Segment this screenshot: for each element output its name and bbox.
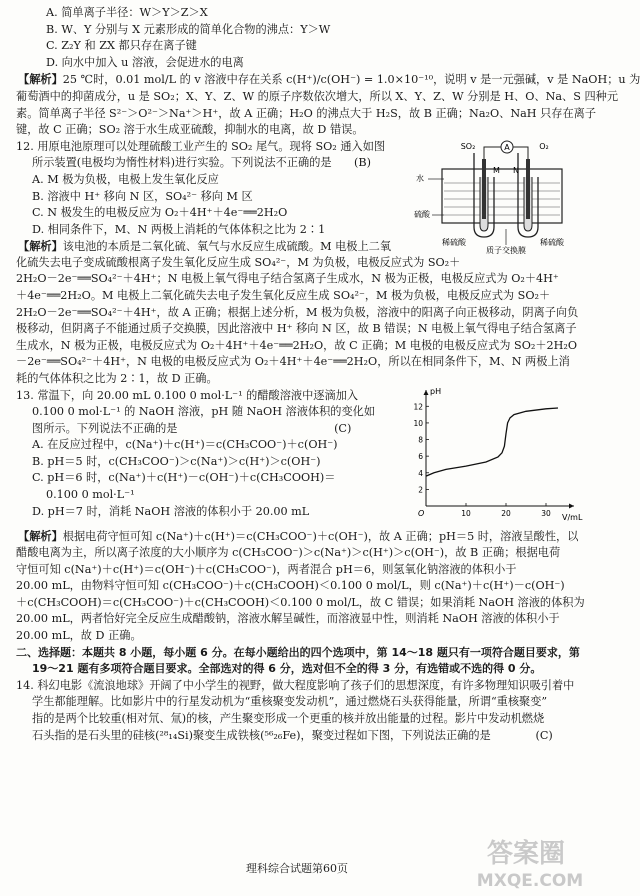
q13-stem-line-2: 0.100 0 mol·L⁻¹ 的 NaOH 溶液，pH 随 NaOH 溶液体积的变化如 (32, 405, 376, 419)
y-tick-label: 2 (418, 484, 423, 494)
q14-line-3: 指的是两个比较重(相对氘、氚)的核，产生聚变形成一个更重的核并放出能量的过程。影片中发动机燃烧 (32, 712, 545, 726)
q12-analysis-line-3: 2H₂O－2e⁻══SO₄²⁻＋4H⁺；N 电极上氧气得电子结合氢离子生成水，N 极为正极，电极反应式为 O₂＋4H⁺ (16, 272, 559, 286)
analysis-tag: 【解析】 (18, 528, 63, 543)
electrode-m-label: M (493, 165, 500, 175)
section-2-heading-line-1: 二、选择题：本题共 8 小题，每小题 6 分。在每小题给出的四个选项中，第 14～18 题只有一项符合题目要求，第 (16, 645, 580, 659)
q13-option-a: A. 在反应过程中，c(Na⁺)＋c(H⁺)＝c(CH₃COO⁻)＋c(OH⁻) (32, 438, 338, 452)
q12-analysis-line-9: 耗的气体体积之比为 2∶1，故 D 正确。 (16, 371, 218, 385)
q13-block (16, 386, 583, 528)
page-footer: 理科综合试题第60页 (246, 862, 348, 875)
dilute-acid-right-label: 稀硫酸 (540, 237, 564, 247)
origin-label: O (418, 508, 425, 518)
q11-analysis-line-1: 【解析】25 ℃时，0.01 mol/L 的 v 溶液中存在关系 c(H⁺)/c(OH⁻) = 1.0×10⁻¹⁰，说明 v 是一元强碱，v 是 NaOH；u 为 (18, 72, 640, 87)
watermark-top: 答案圈 (486, 839, 566, 869)
y-axis-arrow (424, 390, 429, 395)
y-axis-label: pH (430, 386, 442, 396)
x-axis-arrow (569, 503, 574, 508)
q13-analysis-line-4: 20.00 mL，由物料守恒可知 c(CH₃COO⁻)＋c(CH₃COOH)＜0.100 0 mol/L，则 c(Na⁺)＋c(H⁺)－c(OH⁻) (16, 579, 565, 593)
y-tick-label: 8 (418, 435, 423, 445)
q13-option-b: B. pH＝5 时，c(CH₃COO⁻)＞c(Na⁺)＞c(H⁺)＞c(OH⁻) (32, 454, 321, 468)
q12-analysis-line-6: 极移动，但阴离子不能通过质子交换膜，因此溶液中 H⁺ 移向 N 区，故 B 错误；N 电极上氧气得电子结合氢离子 (16, 322, 577, 336)
q12-block (16, 139, 580, 255)
q12-option-d: D. 相同条件下，M、N 两极上消耗的气体体积之比为 2∶1 (32, 222, 326, 236)
q12-analysis-line-5: 2H₂O－2e⁻══SO₄²⁻＋4H⁺，故 A 正确；根据上述分析，M 极为负极，溶液中的阳离子向正极移动，阴离子向负 (16, 305, 579, 319)
q13-stem-line-1: 13. 常温下，向 20.00 mL 0.100 0 mol·L⁻¹ 的醋酸溶液中逐滴加入 (16, 388, 359, 402)
y-tick-label: 4 (418, 468, 423, 478)
x-tick-label: 10 (461, 508, 471, 518)
q14-line-1: 14. 科幻电影《流浪地球》开阔了中小学生的视野，做大程度影响了孩子们的思想深度，有许多物理知识吸引着中 (16, 678, 575, 692)
q12-option-c: C. N 极发生的电极反应为 O₂＋4H⁺＋4e⁻══2H₂O (32, 206, 288, 220)
x-tick-label: 30 (541, 508, 551, 518)
ammeter-label: A (504, 142, 510, 152)
q12-analysis-line-8: －2e⁻══SO₄²⁻＋4H⁺，N 电极的电极反应式为 O₂＋4H⁺＋4e⁻══2H₂O，所以在相同条件下，M、N 两极上消 (16, 355, 570, 369)
section-2-heading-line-2: 19～21 题有多项符合题目要求。全部选对的得 6 分，选对但不全的得 3 分，有选错或不选的得 0 分。 (32, 662, 542, 676)
analysis-tag: 【解析】 (18, 72, 63, 87)
q13-analysis-line-5: ＋c(CH₃COOH)＝c(CH₃COO⁻)＋c(CH₃COOH)＜0.100 0 mol/L，故 C 错误；如果消耗 NaOH 溶液的体积为 (16, 595, 585, 609)
proton-membrane-label: 质子交换膜 (486, 245, 526, 255)
x-axis-label: V/mL (562, 512, 583, 522)
q12-stem-line-1: 12. 用原电池原理可以处理硫酸工业产生的 SO₂ 尾气。现将 SO₂ 通入如图 (16, 139, 386, 153)
electrochemical-cell-diagram (414, 139, 582, 255)
sulfuric-acid-label: 硫酸 (414, 209, 430, 219)
q11-analysis-line-4: 键，故 C 正确；SO₂ 溶于水生成亚硫酸，抑制水的电离，故 D 错误。 (16, 123, 364, 137)
q12-option-b: B. 溶液中 H⁺ 移向 N 区，SO₄²⁻ 移向 M 区 (32, 189, 253, 203)
y-tick-label: 6 (418, 451, 423, 461)
q12-analysis-line-4: ＋4e⁻══2H₂O。M 电极上二氧化硫失去电子发生氧化反应生成 SO₄²⁻，M 极为负极，电极反应式为 SO₂＋ (16, 288, 551, 302)
q11-option-a: A. 简单离子半径：W＞Y＞Z＞X (46, 6, 208, 19)
q12-analysis-line-2: 化硫失去电子变成硫酸根离子发生氧化反应生成 SO₄²⁻，M 为负极，电极反应式为 SO₂＋ (16, 255, 461, 269)
x-tick-label: 20 (501, 508, 511, 518)
ph-curve-series (426, 408, 558, 476)
electrode-n-label: N (513, 165, 519, 175)
q13-option-d: D. pH＝7 时，消耗 NaOH 溶液的体积小于 20.00 mL (32, 504, 310, 518)
q11-option-d: D. 向水中加入 u 溶液，会促进水的电离 (46, 55, 244, 69)
q13-analysis-line-3: 守恒可知 c(Na⁺)＋c(H⁺)＝c(OH⁻)＋c(CH₃COO⁻)，两者混合 pH＝6，则氢氧化钠溶液的体积小于 (16, 562, 517, 576)
dilute-acid-left-label: 稀硫酸 (442, 237, 466, 247)
q13-option-c-cont: 0.100 0 mol·L⁻¹ (46, 488, 135, 502)
q13-option-c: C. pH＝6 时，c(Na⁺)＋c(H⁺)－c(OH⁻)＋c(CH₃COOH)＝ (32, 471, 336, 485)
q12-option-a: A. M 极为负极，电极上发生氧化反应 (32, 172, 219, 186)
water-label: 水 (416, 173, 424, 183)
y-tick-label: 12 (413, 401, 423, 411)
q11-option-b: B. W、Y 分别与 X 元素形成的简单化合物的沸点：Y＞W (46, 22, 331, 36)
q13-analysis-line-7: 20.00 mL，故 D 正确。 (16, 629, 142, 643)
watermark-bottom: MXQE.COM (476, 871, 584, 891)
site-watermark-logo (458, 830, 588, 894)
y-tick-label: 10 (413, 418, 423, 428)
q13-analysis-line-6: 20.00 mL，两者恰好完全反应生成醋酸钠，溶液水解呈碱性，而溶液显中性，则消耗 NaOH 溶液的体积小于 (16, 612, 560, 626)
o2-inlet-label: O₂ (539, 141, 549, 151)
q14-line-4: 石头指的是石头里的硅核(²⁸₁₄Si)聚变生成铁核(⁵⁶₂₆Fe)，聚变过程如下图，下列说法正确的是 (C) (32, 728, 553, 742)
q12-analysis-line-7: 生成水，N 极为正极，电极反应式为 O₂＋4H⁺＋4e⁻══2H₂O，故 C 正确；M 电极的电极反应式为 SO₂＋2H₂O (16, 338, 578, 352)
q12-stem-line-2: 所示装置(电极均为惰性材料)进行实验。下列说法不正确的是 (B) (32, 156, 371, 170)
q13-analysis-line-1: 【解析】根据电荷守恒可知 c(Na⁺)＋c(H⁺)＝c(CH₃COO⁻)＋c(OH⁻)，故 A 正确；pH＝5 时，溶液呈酸性，以 (18, 528, 579, 543)
ph-titration-chart (404, 384, 584, 526)
q12-analysis-line-1: 【解析】该电池的本质是二氧化硫、氧气与水反应生成硫酸。M 电极上二氧 (18, 239, 392, 254)
so2-inlet-label: SO₂ (460, 141, 476, 151)
q11-analysis-line-2: 葡萄酒中的抑菌成分，u 是 SO₂；X、Y、Z、W 的原子序数依次增大，所以 X、Y、Z、W 分别是 H、O、Na、S 四种元 (16, 89, 619, 103)
q11-option-c: C. Z₂Y 和 ZX 都只存在离子键 (46, 39, 197, 53)
q14-line-2: 学生都能理解。比如影片中的行星发动机为“重核聚变发动机”，通过燃烧石头获得能量，所谓“重核聚变” (32, 695, 548, 709)
q11-analysis-line-3: 素。简单离子半径 S²⁻＞O²⁻＞Na⁺＞H⁺，故 A 正确；H₂O 的沸点大于 H₂S，故 B 正确；Na₂O、NaH 只存在离子 (16, 106, 597, 120)
q13-analysis-line-2: 醋酸电离为主，所以离子浓度的大小顺序为 c(CH₃COO⁻)＞c(Na⁺)＞c(H⁺)＞c(OH⁻)，故 B 正确；根据电荷 (16, 546, 561, 560)
analysis-tag: 【解析】 (18, 239, 63, 254)
q13-stem-line-3: 图所示。下列说法不正确的是 (C) (32, 421, 352, 435)
